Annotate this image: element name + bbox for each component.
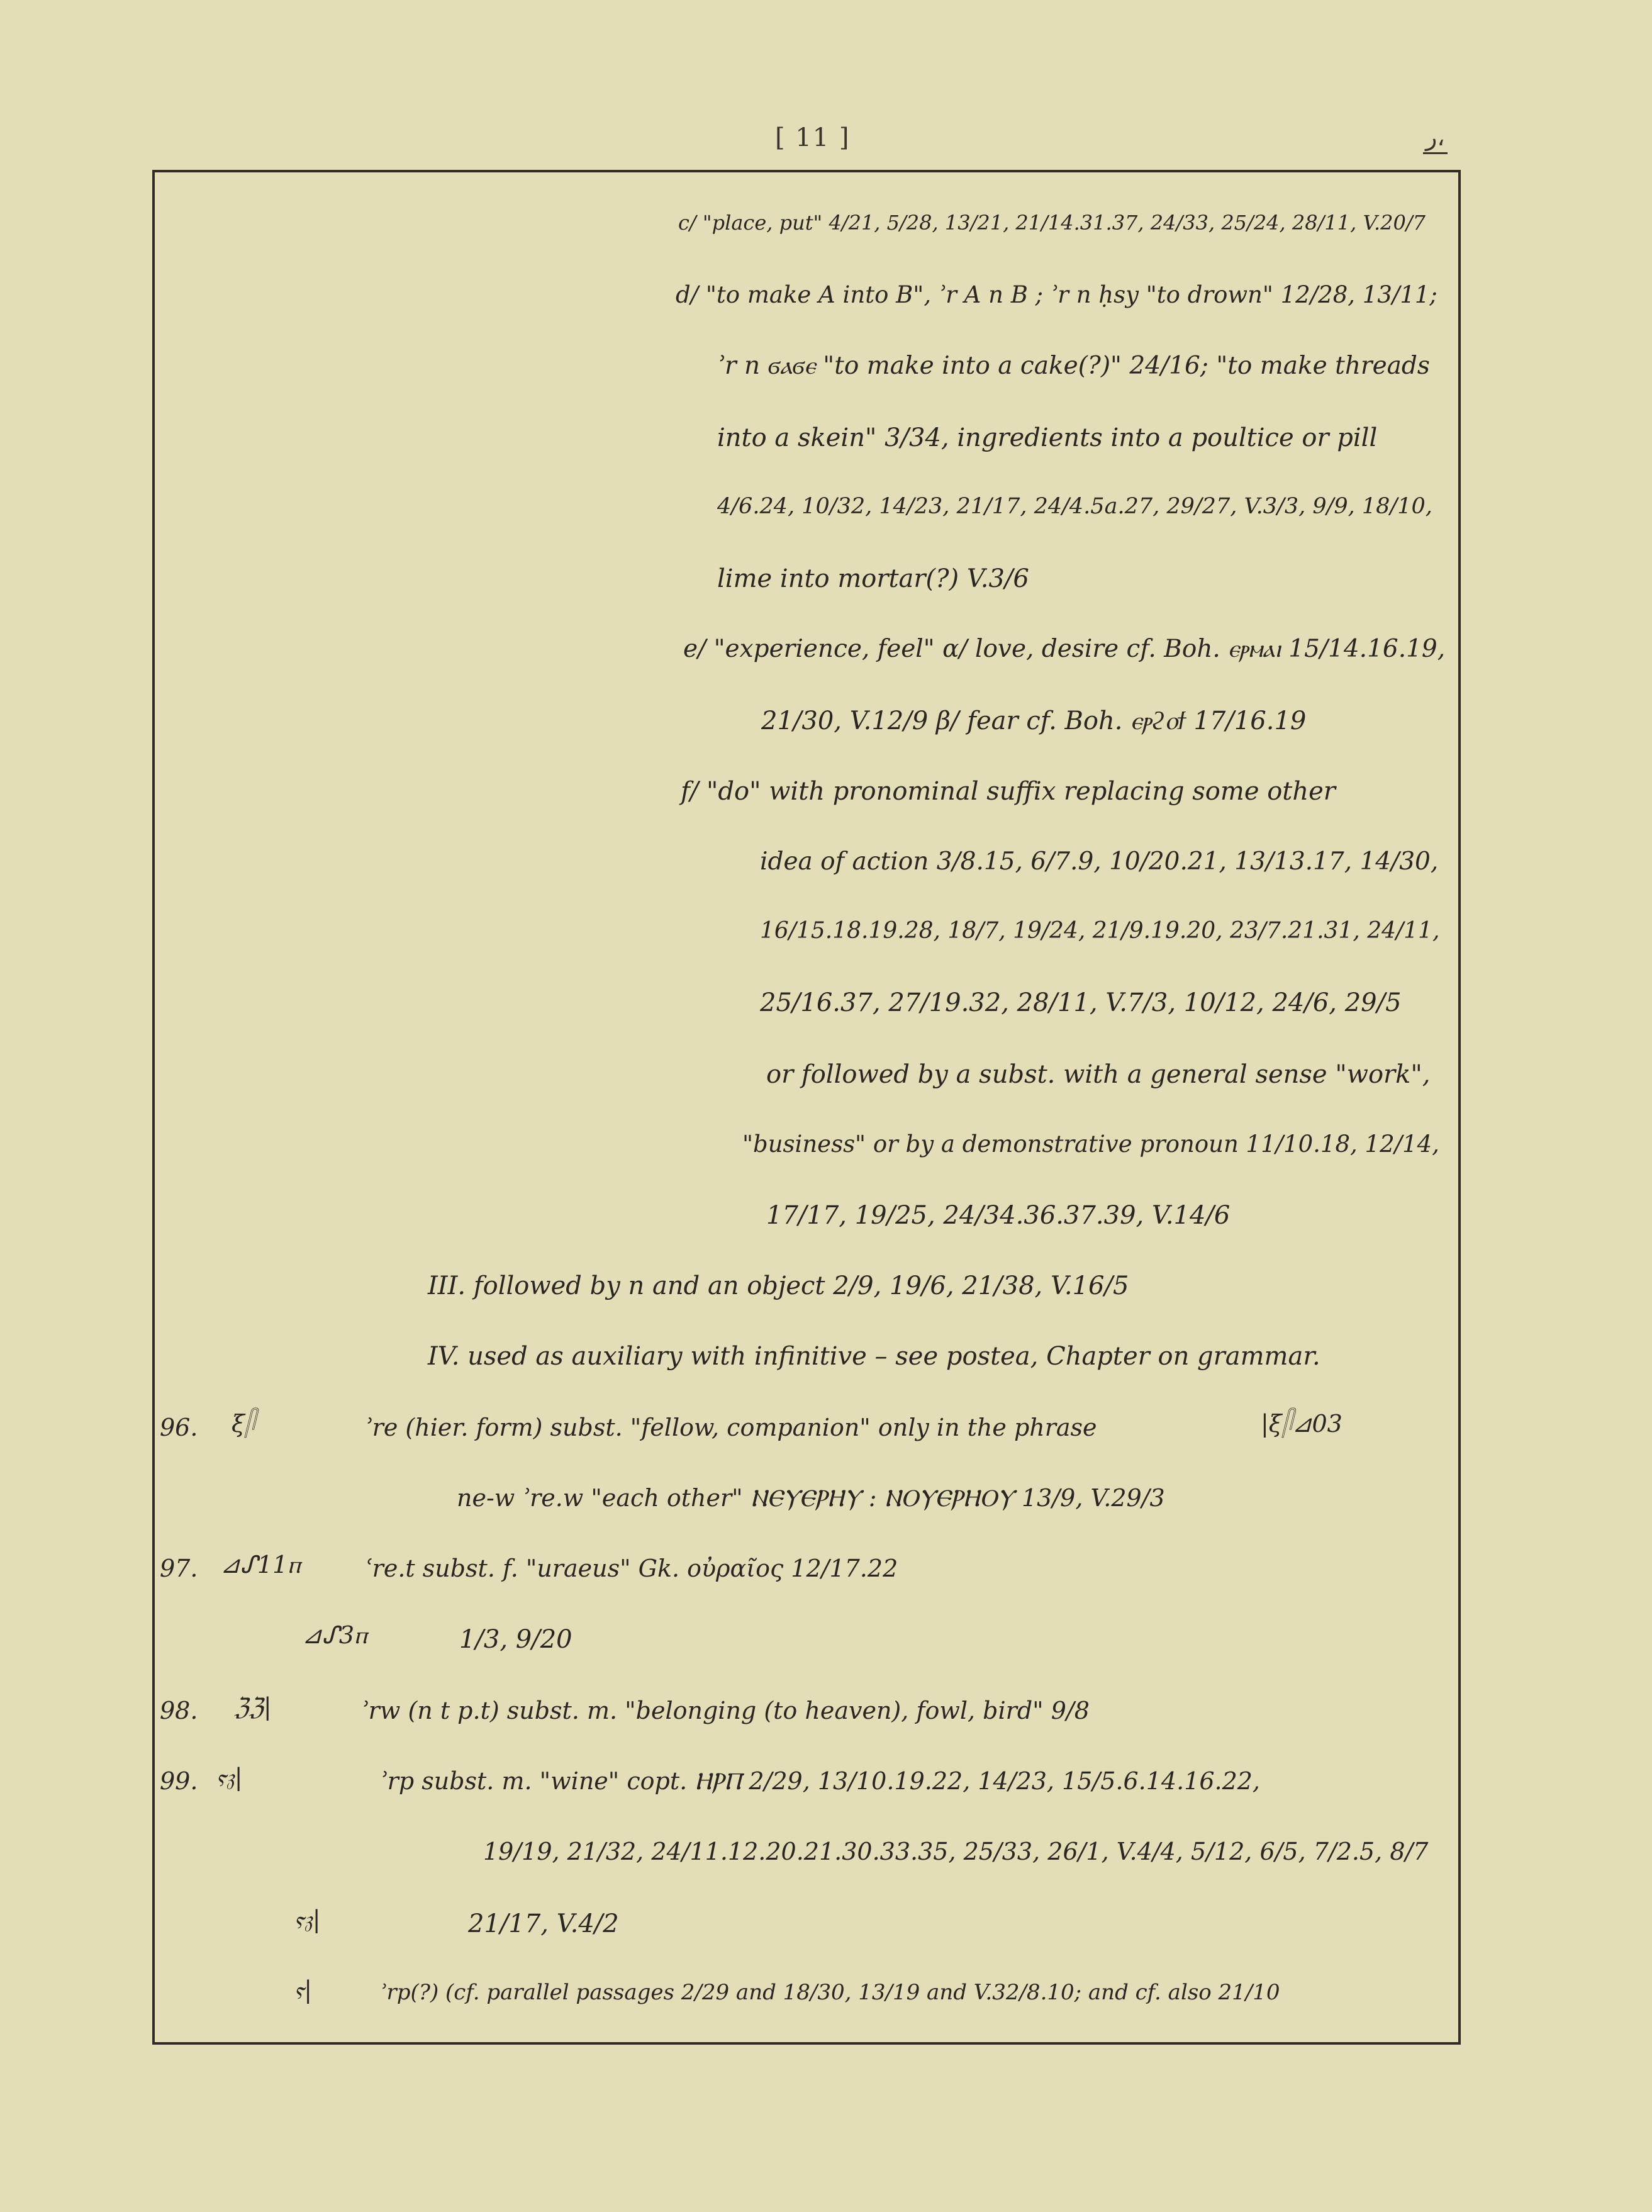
text-line: 17/17, 19/25, 24/34.36.37.39, V.14/6	[766, 1201, 1231, 1230]
text-line: idea of action 3/8.15, 6/7.9, 10/20.21, 13/13.17, 14/30,	[760, 847, 1439, 876]
entry-number: 96.	[160, 1414, 198, 1441]
text-line: e/ "experience, feel" α/ love, desire cf. Boh. ⲉⲣⲙⲁⲓ 15/14.16.19,	[683, 635, 1446, 663]
text-line: 19/19, 21/32, 24/11.12.20.21.30.33.35, 25/33, 26/1, V.4/4, 5/12, 6/5, 7/2.5, 8/7	[483, 1838, 1429, 1865]
text-line: ʾre (hier. form) subst. "fellow, companion" only in the phrase	[365, 1414, 1097, 1441]
text-line: c/ "place, put" 4/21, 5/28, 13/21, 21/14.31.37, 24/33, 25/24, 28/11, V.20/7	[678, 211, 1426, 235]
text-line: IV. used as auxiliary with infinitive – see postea, Chapter on grammar.	[428, 1342, 1320, 1371]
hieroglyph-group: ℨℨ|	[234, 1693, 272, 1721]
text-line: ʾrw (n t p.t) subst. m. "belonging (to heaven), fowl, bird" 9/8	[361, 1697, 1090, 1724]
text-line: ʾrp subst. m. "wine" copt. ⲎⲢⲠ 2/29, 13/10.19.22, 14/23, 15/5.6.14.16.22,	[380, 1767, 1261, 1795]
hieroglyph-group: ⲋ|	[294, 1976, 313, 2004]
hieroglyph-group: |ξ𓋴⊿03	[1261, 1410, 1342, 1438]
entry-number: 98.	[160, 1697, 198, 1724]
entry-number: 99.	[160, 1767, 198, 1795]
entry-number: 97.	[160, 1555, 198, 1582]
hieroglyph-group: ⲋ𝔷|	[216, 1763, 243, 1791]
text-line: ʿre.t subst. f. "uraeus" Gk. οὐραῖος 12/17.22	[365, 1555, 898, 1582]
text-line: 25/16.37, 27/19.32, 28/11, V.7/3, 10/12, 24/6, 29/5	[760, 988, 1402, 1017]
text-line: ʾrp(?) (cf. parallel passages 2/29 and 18/30, 13/19 and V.32/8.10; and cf. also 21/10	[380, 1980, 1280, 2005]
hieroglyph-group: ⲋ𝔷|	[294, 1906, 321, 1933]
text-line: f/ "do" with pronominal suffix replacing some other	[681, 777, 1336, 806]
text-line: ʾr n ϭⲁϭⲉ "to make into a cake(?)" 24/16; "to make threads	[717, 352, 1430, 380]
hieroglyph-group: ⊿ᔑ11ⲡ	[220, 1551, 301, 1578]
text-line: 4/6.24, 10/32, 14/23, 21/17, 24/4.5a.27, 29/27, V.3/3, 9/9, 18/10,	[717, 494, 1432, 519]
text-line: or followed by a subst. with a general sense "work",	[766, 1060, 1431, 1089]
text-line: III. followed by n and an object 2/9, 19/6, 21/38, V.16/5	[428, 1271, 1129, 1300]
page-number: [ 11 ]	[775, 123, 851, 152]
text-line: into a skein" 3/34, ingredients into a poultice or pill	[717, 423, 1378, 452]
text-line: 1/3, 9/20	[459, 1625, 572, 1654]
text-line: 16/15.18.19.28, 18/7, 19/24, 21/9.19.20, 23/7.21.31, 24/11,	[760, 918, 1440, 944]
text-line: "business" or by a demonstrative pronoun 11/10.18, 12/14,	[742, 1131, 1439, 1158]
page-mark: ر،	[1423, 123, 1448, 154]
text-line: d/ "to make A into B", ʾr A n B ; ʾr n ḥsy "to drown" 12/28, 13/11;	[676, 281, 1437, 308]
hieroglyph-group: ξ𓋴	[232, 1410, 255, 1438]
hieroglyph-group: ⊿ᔑ3ⲡ	[302, 1621, 367, 1649]
text-line: lime into mortar(?) V.3/6	[717, 564, 1029, 593]
text-line: 21/17, V.4/2	[468, 1909, 619, 1938]
text-line: 21/30, V.12/9 β/ fear cf. Boh. ⲉⲣϩⲟϯ 17/16.19	[761, 707, 1307, 735]
text-line: ne-w ʾre.w "each other" ⲚⲈⲨⲈⲢⲎⲨ : ⲚⲞⲨⲈⲢⲎⲞⲨ 13/9, V.29/3	[457, 1484, 1165, 1512]
